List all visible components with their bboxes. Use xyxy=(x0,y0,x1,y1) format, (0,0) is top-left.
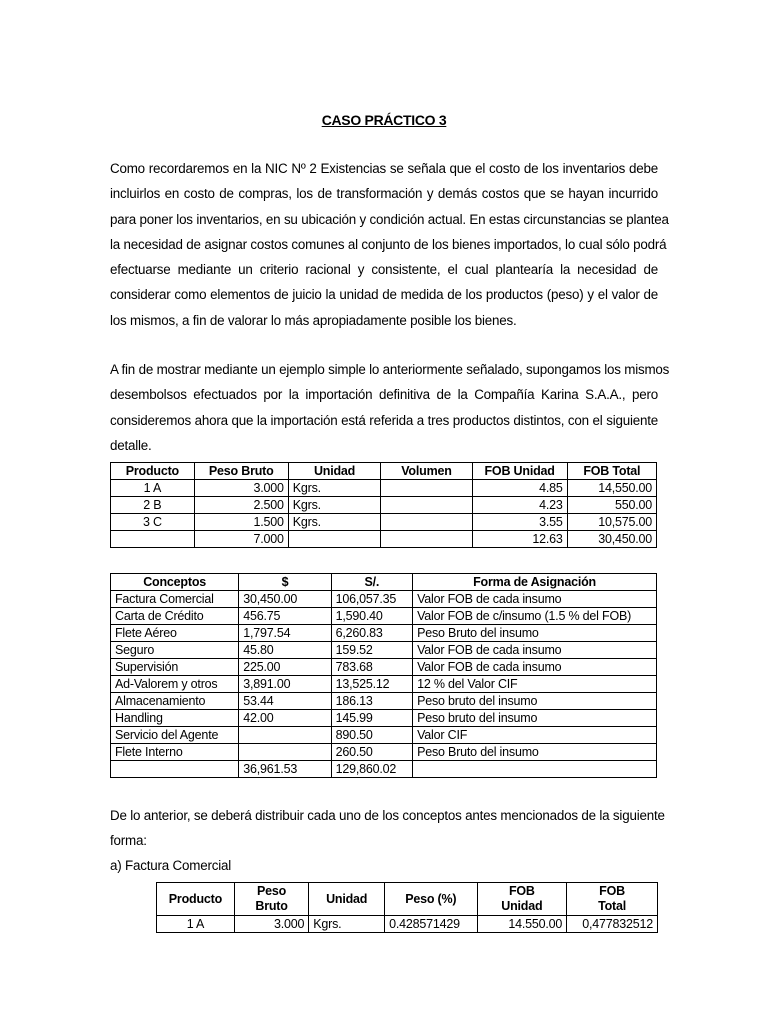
column-header: Producto xyxy=(111,463,195,480)
header-text: Producto xyxy=(168,891,223,906)
table-cell: 0,477832512 xyxy=(567,916,658,933)
table-cell: 12.63 xyxy=(472,531,567,548)
table-row xyxy=(111,514,657,531)
column-header xyxy=(309,883,385,916)
concepts-table xyxy=(110,573,657,778)
table-cell: Peso Bruto del insumo xyxy=(413,625,657,642)
table-cell: 145.99 xyxy=(331,710,412,727)
paragraph-line: para poner los inventarios, en su ubicación y condición actual. En estas circunstancias se plantea xyxy=(110,211,669,227)
column-header: Peso Bruto xyxy=(194,463,288,480)
paragraph-nic2 xyxy=(110,156,669,333)
table-row xyxy=(111,710,657,727)
table-row xyxy=(111,642,657,659)
table-cell: Peso bruto del insumo xyxy=(413,710,657,727)
table-row xyxy=(111,608,657,625)
table-cell: Kgrs. xyxy=(309,916,385,933)
header-text: Total xyxy=(598,899,627,913)
paragraph-line: De lo anterior, se deberá distribuir cada uno de los conceptos antes mencionados de la siguiente xyxy=(110,808,665,823)
column-header: $ xyxy=(239,574,331,591)
table-cell: 10,575.00 xyxy=(567,514,656,531)
table-cell: Kgrs. xyxy=(288,480,381,497)
paragraph-line: A fin de mostrar mediante un ejemplo simple lo anteriormente señalado, supongamos los mismos xyxy=(110,362,670,377)
paragraph-line: la necesidad de asignar costos comunes al conjunto de los bienes importados, lo cual sólo podrá xyxy=(110,236,667,252)
table-cell: 550.00 xyxy=(567,497,656,514)
table-cell xyxy=(288,531,381,548)
table-cell: 3.55 xyxy=(472,514,567,531)
paragraph-line: efectuarse mediante un criterio racional y consistente, el cual plantearía la necesidad de xyxy=(110,262,658,278)
table-cell: 456.75 xyxy=(239,608,331,625)
column-header: Forma de Asignación xyxy=(413,574,657,591)
table-row xyxy=(111,659,657,676)
table-cell: Kgrs. xyxy=(288,514,381,531)
column-header xyxy=(157,883,235,916)
table-cell: 1 A xyxy=(157,916,235,933)
list-item-factura: a) Factura Comercial xyxy=(110,858,232,873)
table-cell: Factura Comercial xyxy=(111,591,239,608)
table-cell: Seguro xyxy=(111,642,239,659)
table-row xyxy=(111,480,657,497)
products-table xyxy=(110,462,657,548)
table-cell: Supervisión xyxy=(111,659,239,676)
column-header: Volumen xyxy=(381,463,472,480)
table-row xyxy=(157,916,658,933)
table-cell: Flete Interno xyxy=(111,744,239,761)
table-cell: 14,550.00 xyxy=(567,480,656,497)
paragraph-line: los mismos, a fin de valorar lo más apropiadamente posible los bienes. xyxy=(110,312,517,328)
table-cell: 45.80 xyxy=(239,642,331,659)
table-cell: Kgrs. xyxy=(288,497,381,514)
table-cell: 1 A xyxy=(111,480,195,497)
header-text: Peso xyxy=(257,884,287,898)
factura-comercial-table xyxy=(156,882,658,933)
table-cell xyxy=(381,531,472,548)
table-cell: 225.00 xyxy=(239,659,331,676)
table-cell xyxy=(381,480,472,497)
table-cell: 53.44 xyxy=(239,693,331,710)
table-cell: 36,961.53 xyxy=(239,761,331,778)
table-cell: 4.23 xyxy=(472,497,567,514)
table-cell: 106,057.35 xyxy=(331,591,412,608)
table-cell: 12 % del Valor CIF xyxy=(413,676,657,693)
table-cell: 30,450.00 xyxy=(567,531,656,548)
table-row xyxy=(111,744,657,761)
table-cell: 186.13 xyxy=(331,693,412,710)
table-cell: 1.500 xyxy=(194,514,288,531)
column-header xyxy=(385,883,477,916)
table-cell xyxy=(111,531,195,548)
table-cell xyxy=(111,761,239,778)
table-cell: 3,891.00 xyxy=(239,676,331,693)
table-cell: Peso Bruto del insumo xyxy=(413,744,657,761)
table-cell: 783.68 xyxy=(331,659,412,676)
table-cell: 1,590.40 xyxy=(331,608,412,625)
header-text: FOB xyxy=(508,884,535,898)
table-cell: Valor CIF xyxy=(413,727,657,744)
table-row xyxy=(111,727,657,744)
header-text: FOB xyxy=(599,884,625,898)
table-cell: Flete Aéreo xyxy=(111,625,239,642)
table-cell xyxy=(239,727,331,744)
paragraph-distribution xyxy=(110,803,665,854)
table-row xyxy=(111,591,657,608)
column-header: Conceptos xyxy=(111,574,239,591)
table-cell: 2 B xyxy=(111,497,195,514)
table-cell xyxy=(413,761,657,778)
column-header xyxy=(477,883,567,916)
table-cell: 30,450.00 xyxy=(239,591,331,608)
header-text: Bruto xyxy=(255,899,288,913)
paragraph-line: Como recordaremos en la NIC Nº 2 Existencias se señala que el costo de los inventarios debe xyxy=(110,161,658,176)
table-cell: Ad-Valorem y otros xyxy=(111,676,239,693)
page-title: CASO PRÁCTICO 3 xyxy=(321,112,447,128)
table-cell xyxy=(381,514,472,531)
table-cell: 3 C xyxy=(111,514,195,531)
paragraph-line: detalle. xyxy=(110,437,152,453)
table-cell: 6,260.83 xyxy=(331,625,412,642)
table-cell: Servicio del Agente xyxy=(111,727,239,744)
table-cell xyxy=(381,497,472,514)
table-cell: Valor FOB de cada insumo xyxy=(413,591,657,608)
column-header xyxy=(567,883,658,916)
table-cell: 260.50 xyxy=(331,744,412,761)
table-row xyxy=(111,625,657,642)
table-cell: 4.85 xyxy=(472,480,567,497)
table-cell: Valor FOB de cada insumo xyxy=(413,659,657,676)
table-row xyxy=(111,676,657,693)
paragraph-example xyxy=(110,357,670,458)
table-cell: 3.000 xyxy=(234,916,308,933)
paragraph-line: considerar como elementos de juicio la unidad de medida de los productos (peso) y el valor de xyxy=(110,287,658,303)
column-header: S/. xyxy=(331,574,412,591)
paragraph-line: forma: xyxy=(110,833,147,849)
table-row xyxy=(111,761,657,778)
table-cell: 7.000 xyxy=(194,531,288,548)
header-text: Unidad xyxy=(326,891,368,906)
table-cell: Peso bruto del insumo xyxy=(413,693,657,710)
table-cell: 42.00 xyxy=(239,710,331,727)
column-header: Unidad xyxy=(288,463,381,480)
table-cell: Handling xyxy=(111,710,239,727)
table-cell: 159.52 xyxy=(331,642,412,659)
table-cell xyxy=(239,744,331,761)
table-cell: 14.550.00 xyxy=(477,916,567,933)
table-cell: 2.500 xyxy=(194,497,288,514)
table-cell: Carta de Crédito xyxy=(111,608,239,625)
column-header: FOB Unidad xyxy=(472,463,567,480)
table-cell: 13,525.12 xyxy=(331,676,412,693)
header-text: Unidad xyxy=(501,899,543,913)
table-cell: 3.000 xyxy=(194,480,288,497)
table-cell: 890.50 xyxy=(331,727,412,744)
table-cell: 1,797.54 xyxy=(239,625,331,642)
table-row xyxy=(111,531,657,548)
column-header xyxy=(234,883,308,916)
table-cell: Valor FOB de c/insumo (1.5 % del FOB) xyxy=(413,608,657,625)
paragraph-line: desembolsos efectuados por la importación definitiva de la Compañía Karina S.A.A., pero xyxy=(110,387,658,403)
header-text: Peso (%) xyxy=(405,891,457,906)
table-cell: 0.428571429 xyxy=(385,916,477,933)
column-header: FOB Total xyxy=(567,463,656,480)
table-cell: Almacenamiento xyxy=(111,693,239,710)
table-row xyxy=(111,497,657,514)
table-row xyxy=(111,693,657,710)
table-cell: Valor FOB de cada insumo xyxy=(413,642,657,659)
paragraph-line: consideremos ahora que la importación está referida a tres productos distintos, con el siguiente xyxy=(110,412,658,428)
table-cell: 129,860.02 xyxy=(331,761,412,778)
paragraph-line: incluirlos en costo de compras, los de transformación y demás costos que se hayan incurrido xyxy=(110,186,658,202)
